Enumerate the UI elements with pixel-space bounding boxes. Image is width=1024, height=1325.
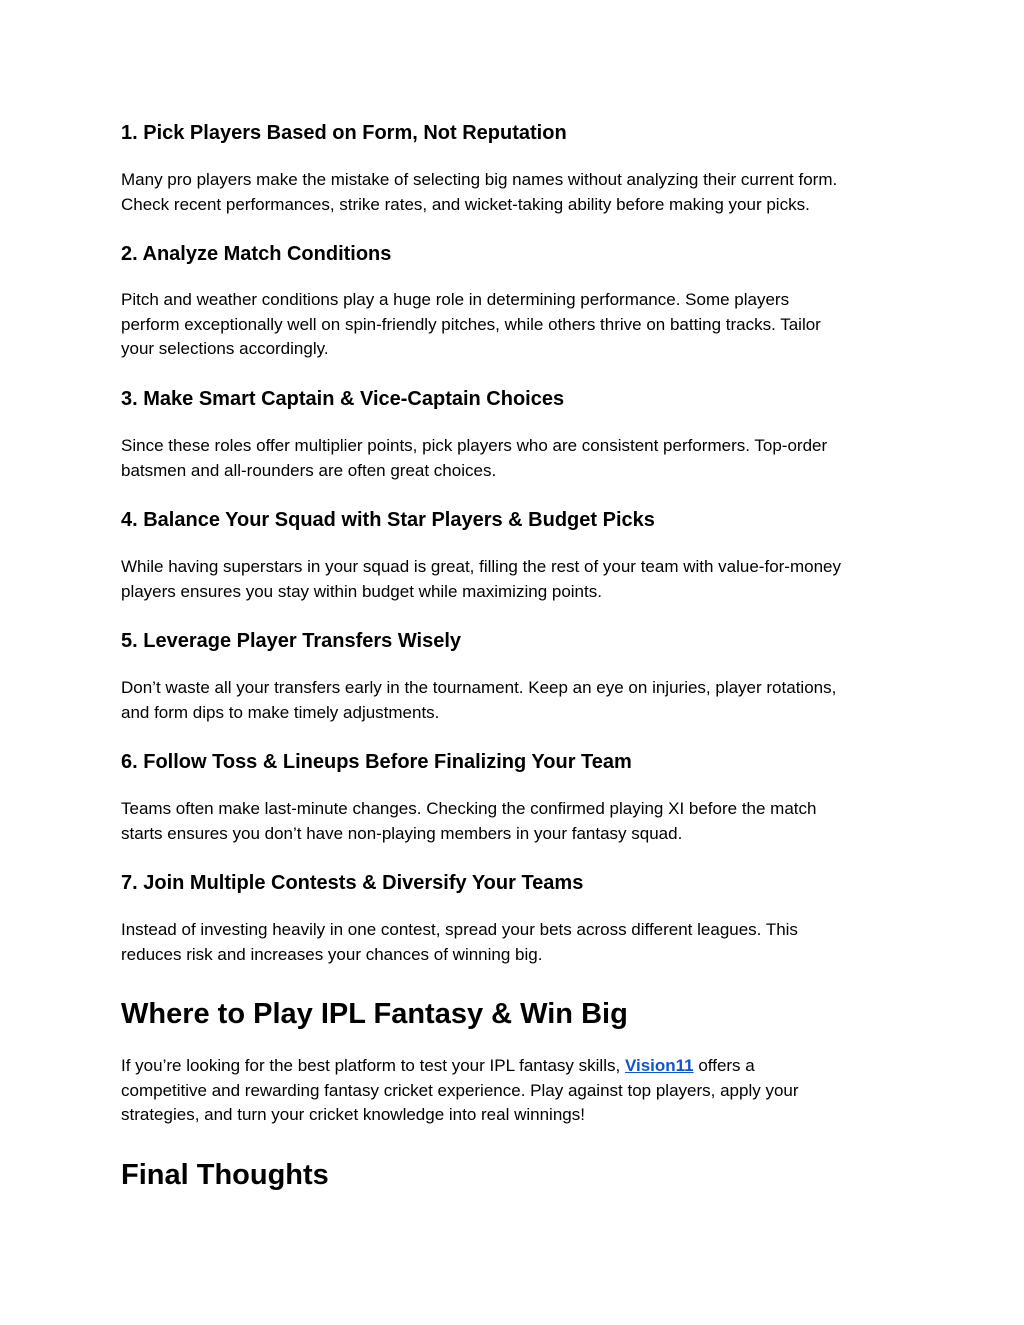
tip-5-body (121, 676, 911, 725)
tip-2-line-3: your selections accordingly. (121, 339, 329, 358)
tip-2-line-2: perform exceptionally well on spin-friendly pitches, while others thrive on batting tracks. Tailor (121, 314, 821, 334)
tip-1-line-2: Check recent performances, strike rates, and wicket-taking ability before making your picks. (121, 194, 810, 214)
where-to-play-body (121, 1054, 911, 1128)
final-thoughts-heading: Final Thoughts (121, 1159, 329, 1191)
tip-4-line-2: players ensures you stay within budget while maximizing points. (121, 581, 602, 601)
tip-5-heading: 5. Leverage Player Transfers Wisely (121, 630, 462, 652)
tip-2-body (121, 288, 911, 362)
where-to-play-line-1-start: If you’re looking for the best platform to test your IPL fantasy skills, (121, 1056, 625, 1075)
tip-4-body (121, 555, 911, 604)
tip-3-heading: 3. Make Smart Captain & Vice-Captain Choices (121, 388, 565, 410)
tip-6-heading: 6. Follow Toss & Lineups Before Finalizing Your Team (121, 751, 632, 773)
tip-5-line-2: and form dips to make timely adjustments. (121, 702, 440, 722)
tip-7-body (121, 918, 911, 967)
tip-6-line-2: starts ensures you don’t have non-playing members in your fantasy squad. (121, 823, 683, 843)
tip-1-body (121, 168, 911, 217)
tip-3-line-1: Since these roles offer multiplier points, pick players who are consistent performers. Top-order (121, 436, 828, 455)
tip-1-heading: 1. Pick Players Based on Form, Not Reputation (121, 122, 567, 144)
tip-6-body (121, 797, 911, 846)
tip-7-heading: 7. Join Multiple Contests & Diversify Your Teams (121, 872, 584, 894)
tip-7-line-1: Instead of investing heavily in one contest, spread your bets across different leagues. This (121, 920, 798, 939)
where-to-play-line-1 (121, 1054, 911, 1079)
tip-5-line-1: Don’t waste all your transfers early in the tournament. Keep an eye on injuries, player rotations, (121, 678, 837, 697)
vision11-link[interactable]: Vision11 (624, 1056, 694, 1075)
where-to-play-line-2: competitive and rewarding fantasy cricket experience. Play against top players, apply your (121, 1080, 799, 1100)
tip-3-line-2: batsmen and all-rounders are often great choices. (121, 460, 497, 480)
where-to-play-line-3: strategies, and turn your cricket knowledge into real winnings! (121, 1105, 585, 1124)
where-to-play-line-1-end: offers a (693, 1056, 755, 1075)
tip-7-line-2: reduces risk and increases your chances of winning big. (121, 944, 543, 964)
tip-1-line-1: Many pro players make the mistake of selecting big names without analyzing their current form. (121, 170, 838, 189)
tip-3-body (121, 434, 911, 483)
tip-4-heading: 4. Balance Your Squad with Star Players & Budget Picks (121, 509, 655, 531)
tip-6-line-1: Teams often make last-minute changes. Checking the confirmed playing XI before the match (121, 799, 817, 818)
tip-2-line-1: Pitch and weather conditions play a huge role in determining performance. Some players (121, 290, 790, 309)
where-to-play-heading: Where to Play IPL Fantasy & Win Big (121, 998, 628, 1030)
tip-2-heading: 2. Analyze Match Conditions (121, 243, 392, 265)
tip-4-line-1: While having superstars in your squad is great, filling the rest of your team with value-for-money (121, 557, 841, 576)
